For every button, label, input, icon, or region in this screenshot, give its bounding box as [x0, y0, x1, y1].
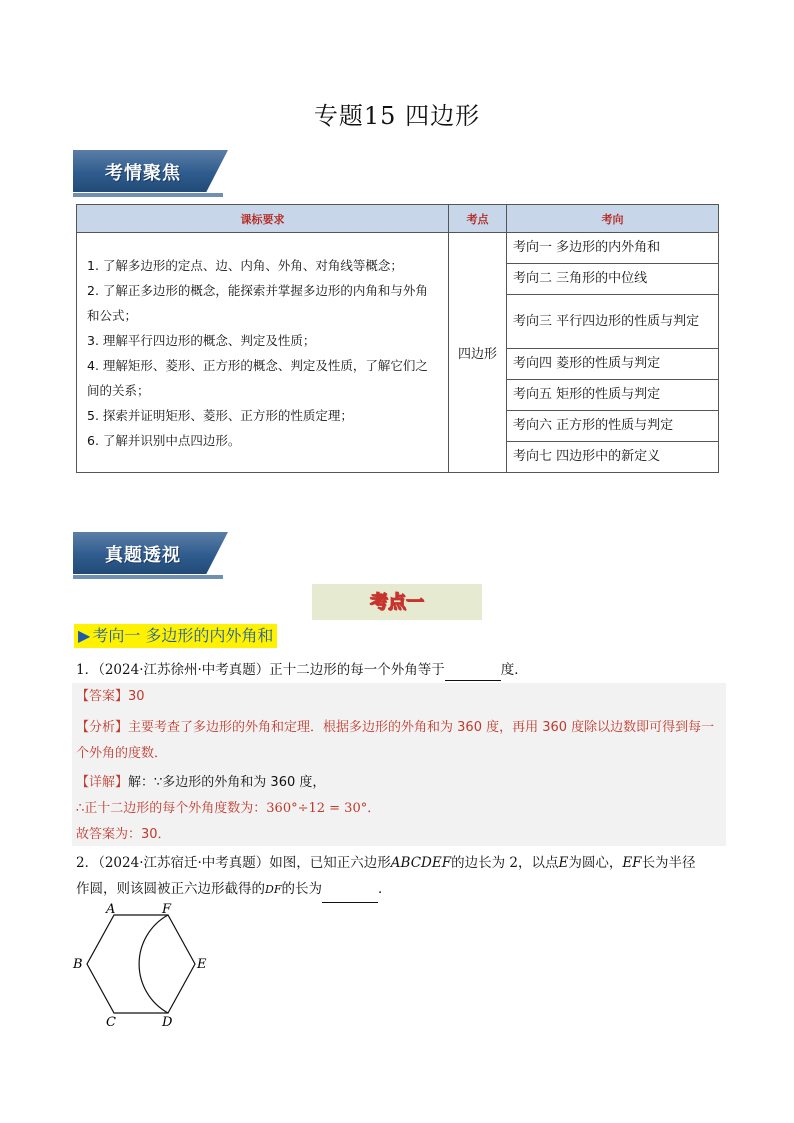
question-text: 度．: [500, 662, 528, 678]
section-banner-exam-focus: [73, 150, 228, 192]
direction-cell: 考向七 四边形中的新定义: [507, 442, 719, 473]
question-text: 2．（2024·江苏宿迁·中考真题）如图，已知正六边形: [76, 855, 391, 871]
vertex-label: D: [162, 1015, 173, 1030]
section-banner-past-exams: [73, 532, 228, 574]
math-symbol: E: [558, 855, 569, 871]
analysis-tag: 【分析】: [76, 720, 129, 735]
direction-cell: 考向四 菱形的性质与判定: [507, 349, 719, 380]
direction-cell: 考向五 矩形的性质与判定: [507, 380, 719, 411]
hexagon-outline: [87, 915, 195, 1013]
requirements-cell: [77, 233, 449, 473]
question-text: 为圆心，: [568, 855, 623, 871]
vertex-label: F: [162, 902, 172, 917]
question-2: [76, 850, 724, 903]
question-1: [76, 660, 528, 681]
question-text: ．: [377, 881, 392, 897]
table-header-row: [77, 205, 719, 233]
direction-cell: 考向一 多边形的内外角和: [507, 233, 719, 264]
vertex-label: B: [73, 957, 83, 972]
answer-value: 30: [128, 689, 145, 704]
analysis-text: 主要考查了多边形的外角和定理．根据多边形的外角和为 360 度，再用 360 度除以边数即可得到每一个外角的度数．: [76, 720, 715, 761]
vertex-label: C: [106, 1015, 116, 1030]
question-text: 长为半径: [641, 855, 696, 871]
play-triangle-icon: ▶: [78, 626, 91, 645]
detail-line: 解：∵多边形的外角和为 360 度，: [128, 775, 326, 790]
arc-symbol: DF: [265, 883, 282, 896]
math-symbol: ABCDEF: [390, 855, 452, 871]
section-banner-label: 真题透视: [105, 545, 181, 566]
requirement-item: 3. 理解平行四边形的概念、判定及性质；: [87, 332, 316, 348]
math-symbol: EF: [622, 855, 642, 871]
kaodian-banner: [312, 584, 482, 620]
curriculum-table: [76, 204, 719, 473]
detail-line: ．: [367, 801, 381, 816]
answer-tag: 【答案】: [76, 689, 129, 704]
requirement-item: 2. 了解正多边形的概念，能探索并掌握多边形的内角和与外角和公式；: [87, 282, 428, 323]
direction-cell: 考向三 平行四边形的性质与判定: [507, 295, 719, 349]
table-row: [77, 233, 719, 264]
vertex-label: A: [106, 902, 116, 917]
kaodian-cell: 四边形: [449, 233, 507, 473]
requirement-item: 6. 了解并识别中点四边形。: [87, 432, 241, 448]
direction-heading-text: 考向一 多边形的内外角和: [92, 626, 274, 645]
question-text: 的边长为 2，以点: [451, 855, 559, 871]
requirement-item: 1. 了解多边形的定点、边、内角、外角、对角线等概念；: [87, 257, 403, 273]
answer-blank: [445, 660, 501, 681]
table-header-cell: 课标要求: [77, 205, 449, 233]
table-header-cell: 考点: [449, 205, 507, 233]
question-text: 作圆，则该圆被正六边形截得的: [76, 881, 265, 897]
direction-cell: 考向六 正方形的性质与判定: [507, 411, 719, 442]
detail-line: ∴正十二边形的每个外角度数为：: [76, 801, 267, 816]
answer-box: [72, 683, 726, 846]
question-text: 的长为: [281, 881, 322, 897]
page-title: 专题15 四边形: [313, 102, 481, 130]
vertex-label: E: [197, 957, 207, 972]
question-text: 1．（2024·江苏徐州·中考真题）正十二边形的每一个外角等于: [76, 662, 445, 678]
section-banner-label: 考情聚焦: [105, 163, 181, 184]
arc-df: [139, 915, 168, 1013]
requirement-item: 4. 理解矩形、菱形、正方形的概念、判定及性质，了解它们之间的关系；: [87, 357, 428, 398]
direction-cell: 考向二 三角形的中位线: [507, 264, 719, 295]
kaodian-banner-label: 考点一: [370, 592, 424, 613]
detail-formula: 360°÷12 = 30°: [266, 801, 368, 816]
table-header-cell: 考向: [507, 205, 719, 233]
direction-heading: [74, 624, 277, 648]
hexagon-figure: [66, 900, 216, 1030]
conclusion-line: 故答案为：30．: [76, 827, 171, 842]
answer-blank: [322, 876, 378, 903]
requirement-item: 5. 探索并证明矩形、菱形、正方形的性质定理；: [87, 407, 353, 423]
detail-tag: 【详解】: [76, 775, 129, 790]
